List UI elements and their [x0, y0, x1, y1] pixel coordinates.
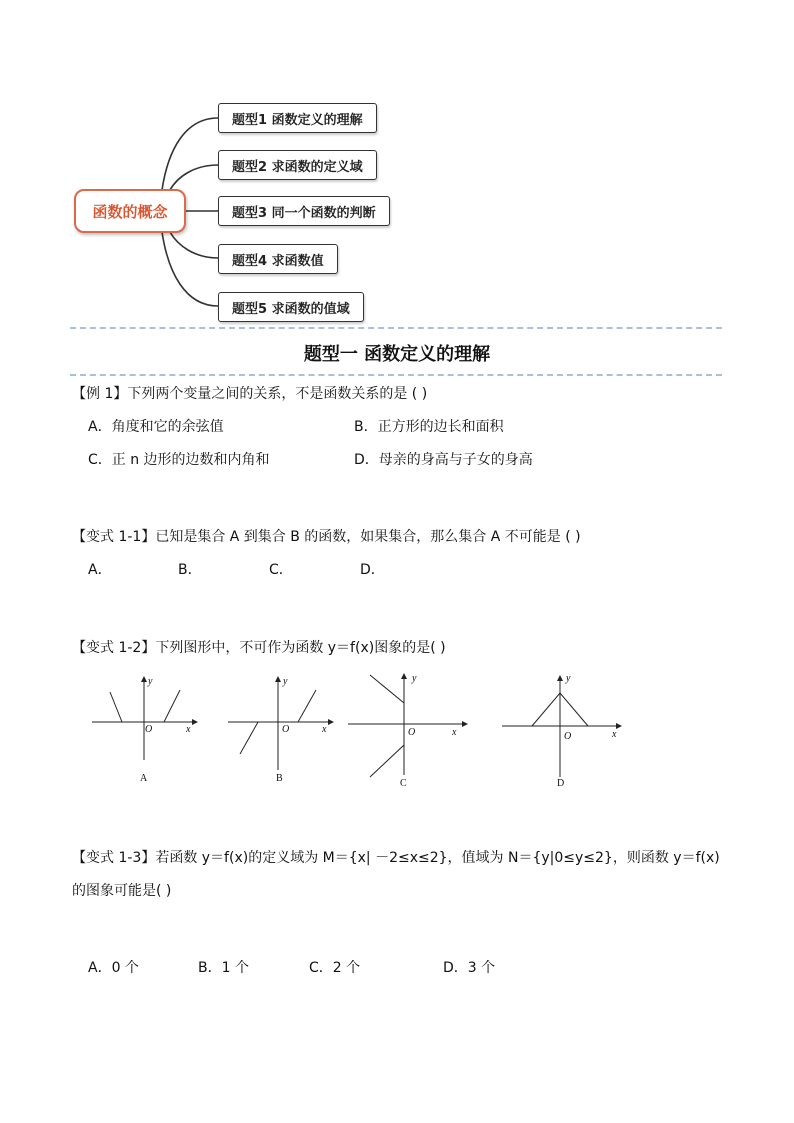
- mindmap-branch-3: 题型3 同一个函数的判断: [218, 196, 390, 226]
- section-divider-top: [70, 327, 722, 329]
- example-1-option-a: A．角度和它的余弦值: [88, 419, 224, 435]
- example-1-option-d: D．母亲的身高与子女的身高: [354, 452, 533, 468]
- graph-c-caption: C: [400, 778, 407, 789]
- mindmap-connectors: [0, 0, 794, 340]
- variant-1-1-option-a: A．: [88, 562, 112, 578]
- graph-c-x-label: x: [452, 727, 457, 738]
- graph-c-origin-label: O: [408, 727, 416, 738]
- graph-b-caption: B: [276, 773, 283, 784]
- graph-b-origin-label: O: [282, 724, 290, 735]
- variant-1-2-stem: 【变式 1-2】下列图形中，不可作为函数 y＝f(x)图象的是( ): [72, 640, 446, 656]
- graph-b: [226, 670, 336, 790]
- section-divider-bottom: [70, 374, 722, 376]
- mindmap-branch-4: 题型4 求函数值: [218, 244, 338, 274]
- mindmap-root: 函数的概念: [74, 189, 186, 233]
- mindmap-branch-1: 题型1 函数定义的理解: [218, 103, 377, 133]
- graph-d-origin-label: O: [564, 731, 572, 742]
- variant-1-3-stem-line-1: 【变式 1-3】若函数 y＝f(x)的定义域为 M＝{x| －2≤x≤2}，值域为 N＝{y|0≤y≤2}，则函数 y＝f(x): [72, 850, 720, 866]
- graph-b-y-label: y: [283, 676, 288, 687]
- variant-1-3-option-c: C．2 个: [309, 960, 361, 976]
- graph-c-y-label: y: [412, 673, 417, 684]
- mindmap-branch-5: 题型5 求函数的值域: [218, 292, 364, 322]
- section-title: 题型一 函数定义的理解: [303, 344, 491, 365]
- graph-a-origin-label: O: [145, 724, 153, 735]
- example-1-stem: 【例 1】下列两个变量之间的关系，不是函数关系的是 ( ): [72, 386, 428, 402]
- graph-d: [500, 665, 624, 790]
- variant-1-3-option-d: D．3 个: [443, 960, 496, 976]
- graph-a-x-label: x: [186, 724, 191, 735]
- variant-1-1-option-c: C．: [269, 562, 293, 578]
- example-1-option-c: C．正 n 边形的边数和内角和: [88, 452, 270, 468]
- variant-1-1-option-d: D．: [360, 562, 385, 578]
- variant-1-1-option-b: B．: [178, 562, 202, 578]
- variant-1-3-option-b: B．1 个: [198, 960, 249, 976]
- variant-1-3-option-a: A．0 个: [88, 960, 139, 976]
- graph-a-caption: A: [140, 773, 148, 784]
- example-1-option-b: B．正方形的边长和面积: [354, 419, 504, 435]
- variant-1-1-stem: 【变式 1-1】已知是集合 A 到集合 B 的函数，如果集合，那么集合 A 不可能是 ( ): [72, 529, 581, 545]
- graph-d-x-label: x: [612, 729, 617, 740]
- graph-d-y-label: y: [566, 673, 571, 684]
- variant-1-3-stem-line-2: 的图象可能是( ): [72, 883, 172, 899]
- graph-a: [88, 670, 198, 790]
- graph-a-y-label: y: [148, 676, 153, 687]
- graph-b-x-label: x: [322, 724, 327, 735]
- graph-d-caption: D: [557, 778, 565, 789]
- mindmap-branch-2: 题型2 求函数的定义域: [218, 150, 377, 180]
